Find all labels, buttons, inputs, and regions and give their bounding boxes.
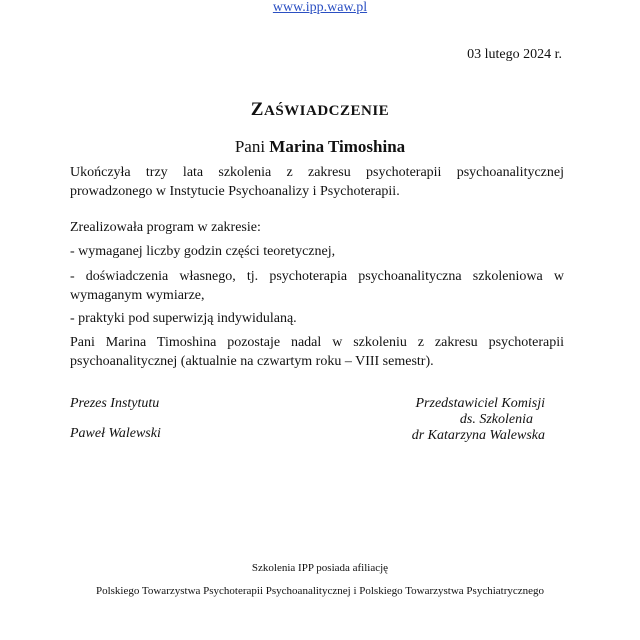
signature-right-role-line2: ds. Szkolenia <box>459 412 533 427</box>
salutation: Pani <box>234 137 266 156</box>
paragraph-current-status: Pani Marina Timoshina pozostaje nadal w szkoleniu z zakresu psychoterapii psychoanalitycznej (aktualnie na czwartym roku – VIII semestr). <box>70 335 564 369</box>
signature-left-name: Paweł Walewski <box>70 426 161 441</box>
signature-right-name: dr Katarzyna Walewska <box>411 428 545 443</box>
list-item-supervision: - praktyki pod superwizją indywidulaną. <box>70 311 297 326</box>
list-item-own-experience: - doświadczenia własnego, tj. psychoterapia psychoanalityczna szkoleniowa w wymaganym wymiarze, <box>70 269 564 303</box>
document-title <box>0 99 640 121</box>
signature-left-role: Prezes Instytutu <box>70 396 160 411</box>
footer-affiliation: Szkolenia IPP posiada afiliację <box>251 562 389 574</box>
recipient-line <box>0 137 640 157</box>
list-item-theory: - wymaganej liczby godzin części teoretycznej, <box>70 244 336 259</box>
footer-societies: Polskiego Towarzystwa Psychoterapii Psychoanalitycznej i Polskiego Towarzystwa Psychiatrycznego <box>95 585 545 597</box>
paragraph-program-intro: Zrealizowała program w zakresie: <box>70 220 261 235</box>
title-rest: AŚWIADCZENIE <box>263 103 390 119</box>
document-date: 03 lutego 2024 r. <box>467 47 562 62</box>
title-first-letter: Z <box>250 99 264 120</box>
paragraph-completion: Ukończyła trzy lata szkolenia z zakresu psychoterapii psychoanalitycznej prowadzonego w Instytucie Psychoanalizy i Psychoterapii. <box>70 165 564 199</box>
recipient-name: Marina Timoshina <box>269 137 406 156</box>
signature-right-block <box>412 396 545 444</box>
website-link[interactable]: www.ipp.waw.pl <box>272 0 368 15</box>
signature-right-role-line1: Przedstawiciel Komisji <box>415 396 545 411</box>
